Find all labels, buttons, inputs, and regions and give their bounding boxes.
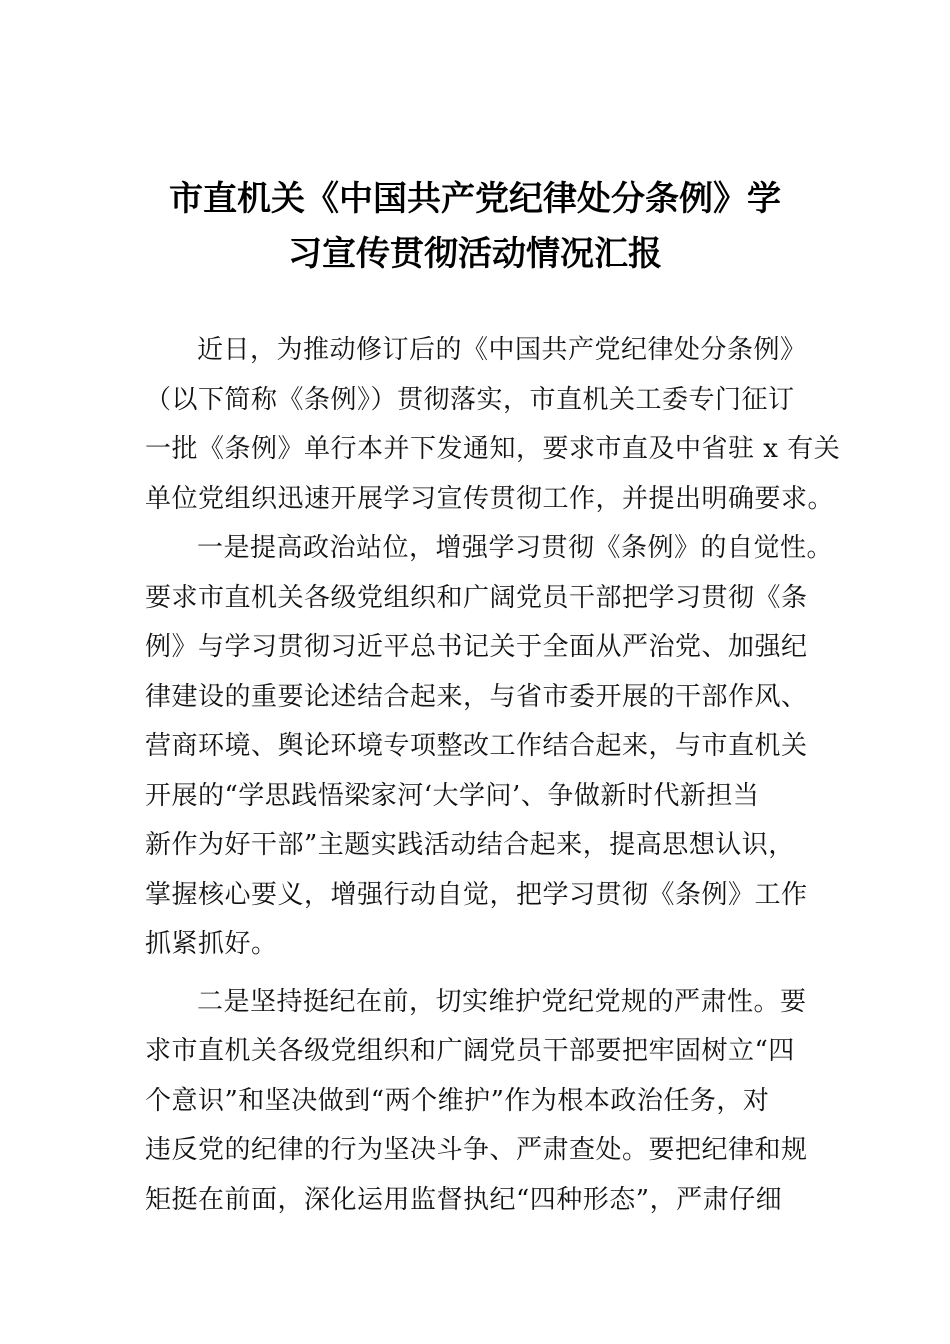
document-title [0,172,950,282]
text-line: 营商环境、舆论环境专项整改工作结合起来，与市直机关 [145,731,808,761]
text-line: 新作为好干部”主题实践活动结合起来，提高思想认识， [145,830,795,860]
text-line: 二是坚持挺纪在前，切实维护党纪党规的严肃性。要 [197,986,807,1017]
title-line-2: 习宣传贯彻活动情况汇报 [288,234,662,274]
text-line: 一是提高政治站位，增强学习贯彻《条例》的自觉性。 [197,533,834,563]
text-line: 开展的“学思践悟梁家河‘大学问’、争做新时代新担当 [145,780,760,811]
text-line: 要求市直机关各级党组织和广阔党员干部把学习贯彻《条 [145,582,808,613]
document-body [145,326,841,1225]
text-line: 单位党组织迅速开展学习宣传贯彻工作，并提出明确要求。 [145,483,835,514]
text-line: （以下简称《条例》）贯彻落实，市直机关工委专门征订 [145,384,795,415]
text-line: 求市直机关各级党组织和广阔党员干部要把牢固树立“四 [145,1036,795,1066]
paragraph-2 [145,524,834,970]
paragraph-3 [145,978,815,1226]
text-line: 一批《条例》单行本并下发通知，要求市直及中省驻 x 有关 [145,434,841,464]
text-line: 例》与学习贯彻习近平总书记关于全面从严治党、加强纪 [145,632,808,662]
title-line-1: 市直机关《中国共产党纪律处分条例》学 [169,179,781,219]
text-line: 违反党的纪律的行为坚决斗争、严肃查处。要把纪律和规 [145,1135,808,1165]
text-line: 律建设的重要论述结合起来，与省市委开展的干部作风、 [145,681,808,712]
text-line: 个意识”和坚决做到“两个维护”作为根本政治任务，对 [145,1085,770,1116]
text-line: 近日，为推动修订后的《中国共产党纪律处分条例》 [197,335,807,365]
text-line: 矩挺在前面，深化运用监督执纪“四种形态”，严肃仔细 [145,1184,783,1215]
paragraph-1 [145,326,841,524]
text-line: 抓紧抓好。 [145,929,278,959]
text-line: 掌握核心要义，增强行动自觉，把学习贯彻《条例》工作 [145,879,808,910]
